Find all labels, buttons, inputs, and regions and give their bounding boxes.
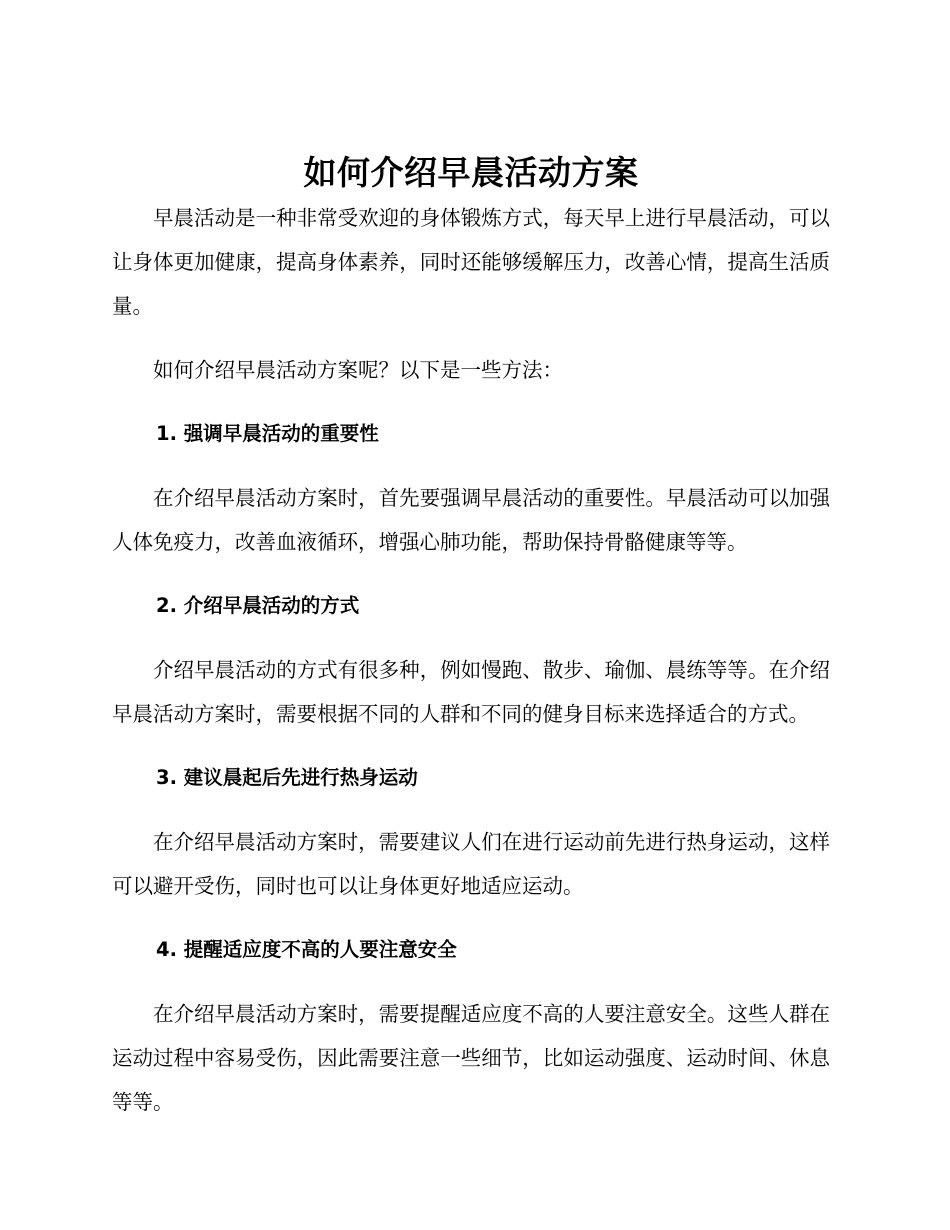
- paragraph-gap: [112, 736, 830, 756]
- paragraph-gap: [112, 392, 830, 412]
- paragraph-gap: [112, 456, 830, 476]
- section-body-2: 介绍早晨活动的方式有很多种，例如慢跑、散步、瑜伽、晨练等等。在介绍早晨活动方案时，需要根据不同的人群和不同的健身目标来选择适合的方式。: [112, 658, 830, 726]
- lead-paragraph: 如何介绍早晨活动方案呢？以下是一些方法：: [153, 358, 563, 382]
- section-heading-2: 2. 介绍早晨活动的方式: [156, 594, 360, 617]
- section-body-4: 在介绍早晨活动方案时，需要提醒适应度不高的人要注意安全。这些人群在运动过程中容易受伤，因此需要注意一些细节，比如运动强度、运动时间、休息等等。: [112, 1002, 830, 1114]
- section-heading-3: 3. 建议晨起后先进行热身运动: [156, 766, 418, 789]
- section-heading-4: 4. 提醒适应度不高的人要注意安全: [156, 938, 457, 961]
- document-title: 如何介绍早晨活动方案: [303, 153, 639, 192]
- paragraph-gap: [112, 800, 830, 820]
- document-page: [112, 150, 830, 1124]
- paragraph-gap: [112, 972, 830, 992]
- paragraph-gap: [112, 564, 830, 584]
- paragraph-gap: [112, 628, 830, 648]
- paragraph-gap: [112, 328, 830, 348]
- paragraph-gap: [112, 908, 830, 928]
- intro-paragraph: 早晨活动是一种非常受欢迎的身体锻炼方式，每天早上进行早晨活动，可以让身体更加健康，提高身体素养，同时还能够缓解压力，改善心情，提高生活质量。: [112, 206, 830, 318]
- section-body-3: 在介绍早晨活动方案时，需要建议人们在进行运动前先进行热身运动，这样可以避开受伤，同时也可以让身体更好地适应运动。: [112, 830, 830, 898]
- section-heading-1: 1. 强调早晨活动的重要性: [156, 422, 379, 445]
- section-body-1: 在介绍早晨活动方案时，首先要强调早晨活动的重要性。早晨活动可以加强人体免疫力，改善血液循环，增强心肺功能，帮助保持骨骼健康等等。: [112, 486, 830, 554]
